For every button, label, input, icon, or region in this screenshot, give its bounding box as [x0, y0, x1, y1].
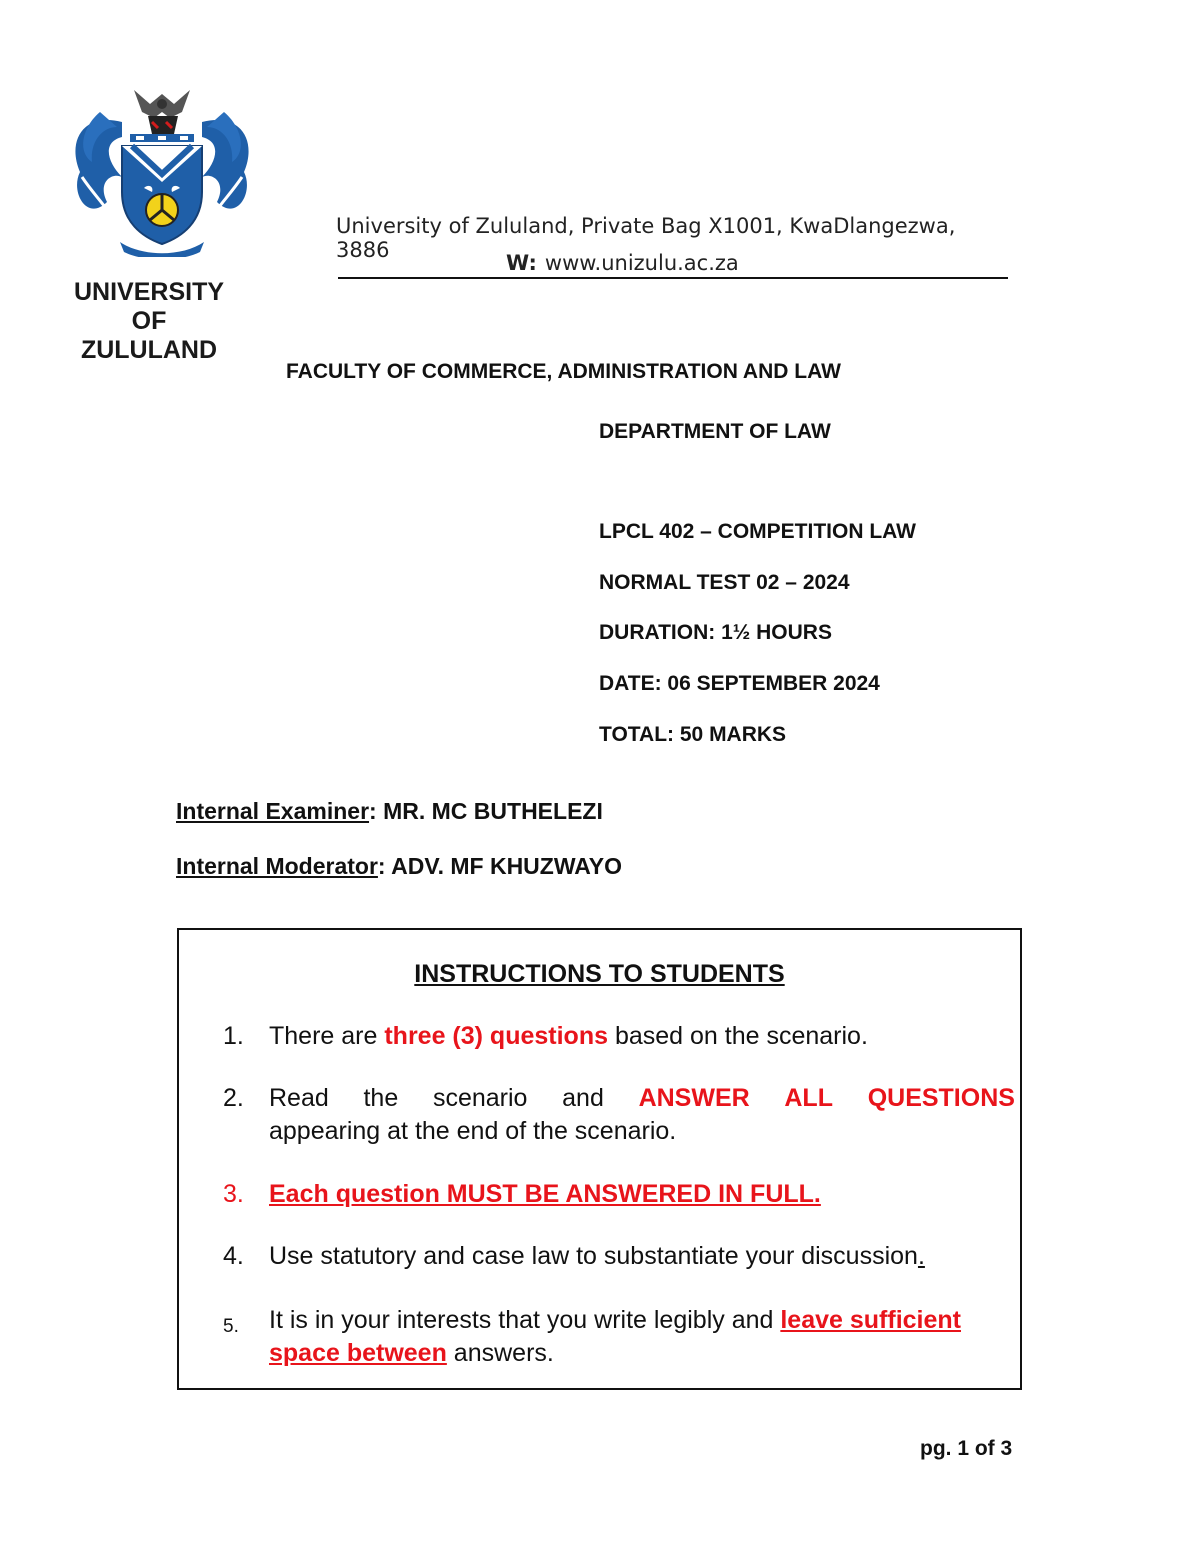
web-label: W: — [506, 251, 537, 275]
university-address: University of Zululand, Private Bag X1001, KwaDlangezwa, 3886 — [336, 214, 956, 262]
total-marks-line: TOTAL: 50 MARKS — [599, 723, 787, 746]
instruction-number: 4. — [223, 1242, 244, 1270]
internal-examiner: Internal Examiner: MR. MC BUTHELEZI — [176, 798, 603, 824]
instruction-text-line2: appearing at the end of the scenario. — [269, 1117, 677, 1145]
instruction-text — [269, 1020, 1015, 1053]
department-title: DEPARTMENT OF LAW — [599, 420, 831, 443]
instruction-highlight: leave sufficient space between — [269, 1306, 961, 1367]
examiner-role: Internal Examiner — [176, 798, 370, 824]
instruction-word: and — [562, 1084, 604, 1112]
moderator-name: ADV. MF KHUZWAYO — [391, 853, 623, 879]
instruction-text — [269, 1304, 1015, 1370]
website-line — [506, 251, 739, 275]
moderator-role: Internal Moderator — [176, 853, 378, 879]
module-title: LPCL 402 – COMPETITION LAW — [599, 520, 916, 543]
university-name-line2: ZULULAND — [80, 336, 218, 364]
instruction-text-post: answers. — [446, 1339, 554, 1367]
faculty-title: FACULTY OF COMMERCE, ADMINISTRATION AND LAW — [286, 360, 841, 383]
instruction-word: the — [363, 1084, 399, 1112]
examiner-name: MR. MC BUTHELEZI — [383, 798, 603, 824]
instruction-text-pre: There are — [269, 1022, 385, 1050]
instruction-highlight: three (3) questions — [384, 1022, 608, 1050]
university-logo — [62, 82, 262, 257]
duration-line: DURATION: 1½ HOURS — [599, 621, 832, 644]
instruction-highlight-word: ALL — [784, 1084, 833, 1112]
instruction-text: Each question MUST BE ANSWERED IN FULL. — [269, 1180, 821, 1208]
university-name-line1: UNIVERSITY OF — [73, 278, 225, 335]
header-divider — [338, 277, 1008, 279]
instruction-number: 1. — [223, 1022, 244, 1050]
instruction-number: 5. — [223, 1316, 239, 1337]
instruction-number: 2. — [223, 1084, 244, 1112]
date-line: DATE: 06 SEPTEMBER 2024 — [599, 672, 880, 695]
university-of-zululand-crest-icon — [62, 82, 262, 257]
university-name — [54, 278, 244, 365]
instruction-word: Read — [269, 1084, 329, 1112]
instruction-highlight-word: ANSWER — [638, 1084, 750, 1112]
test-title: NORMAL TEST 02 – 2024 — [599, 571, 850, 594]
instruction-text-main: Use statutory and case law to substantiate your discussion — [269, 1242, 918, 1270]
page-number: pg. 1 of 3 — [920, 1437, 1013, 1460]
web-url[interactable]: www.unizulu.ac.za — [544, 251, 739, 275]
instruction-text-post: based on the scenario. — [608, 1022, 868, 1050]
instruction-text-pre: It is in your interests that you write legibly and — [269, 1306, 781, 1334]
instruction-text — [269, 1240, 1015, 1273]
internal-moderator: Internal Moderator: ADV. MF KHUZWAYO — [176, 853, 623, 879]
instructions-title: INSTRUCTIONS TO STUDENTS — [414, 960, 785, 988]
instruction-word: scenario — [432, 1084, 528, 1112]
instruction-text — [269, 1082, 1015, 1148]
instruction-number: 3. — [223, 1180, 244, 1208]
instruction-text-end: . — [917, 1242, 925, 1270]
instruction-highlight-word: QUESTIONS — [867, 1084, 1015, 1112]
instructions-box — [177, 928, 1022, 1390]
